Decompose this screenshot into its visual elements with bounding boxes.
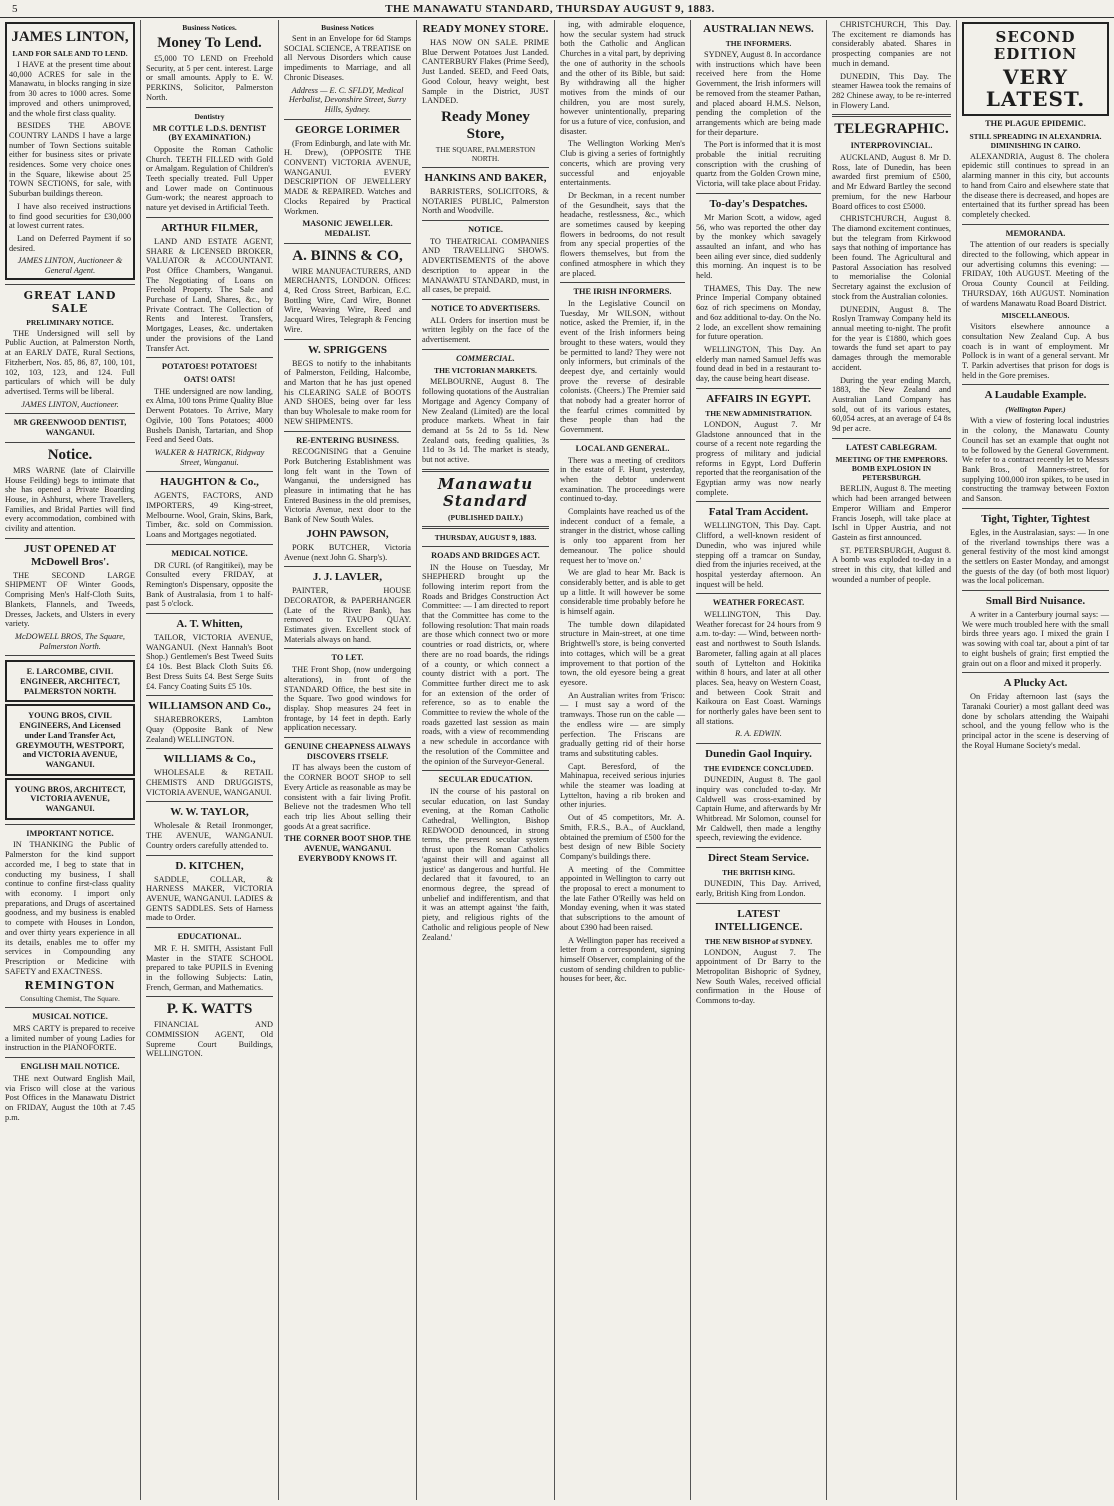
linton-ad [5, 22, 135, 280]
haughton-heading: HAUGHTON & Co., [160, 476, 259, 489]
telegraphic-item-2: CHRISTCHURCH, August 8. The diamond excitement continues, but the telegram from Kirkwood says that nothing of importance has been found. The Agricultural and Pastoral Association has resolved to memorialise the Colonial Secretary against the exclusion of stock from the Australian colonies. [832, 214, 951, 301]
important-notice-heading: IMPORTANT NOTICE. [26, 828, 114, 838]
new-administration-subheading: THE NEW ADMINISTRATION. [705, 408, 812, 418]
pawson-text: PORK BUTCHER, Victoria Avenue (next John G. Sharp's). [284, 542, 411, 562]
despatch-1: Mr Marion Scott, a widow, aged 56, who was reported the other day by the monkey which savagely assaulted an infant, and who has been ailing ever since, died suddenly this morning. An inquest is to be held. [696, 212, 821, 281]
local-general-heading: LOCAL AND GENERAL. [575, 443, 670, 453]
commercial-text: MELBOURNE, August 8. The following quotations of the Australian Mortgage and Agency Company of New Zealand (Limited) are the local produce markets. Wheat in fair demand at 5s 2d to 5s 1d. New Zealand oats, feeding qualities, 3s 11d to 3s 1d. The market is steady, but not active. [422, 377, 549, 465]
telegraphic-item-1: AUCKLAND, August 8. Mr D. Ross, late of Dunedin, has been awarded first premium of £500, and Mr Edward Bartley the second premium, for the new Harbour Board offices to cost £5000. [832, 153, 951, 211]
british-king-subheading: THE BRITISH KING. [722, 868, 795, 878]
columns [0, 20, 1114, 1506]
land-sale-subheading: PRELIMINARY NOTICE. [26, 317, 114, 327]
lorimer-heading: GEORGE LORIMER [295, 123, 400, 136]
emperors-subheading: MEETING OF THE EMPERORS. BOMB EXPLOSION IN PETERSBURGH. [835, 455, 948, 483]
williamson-text: SHAREBROKERS, Lambton Quay (Opposite Bank of New Zealand) WELLINGTON. [146, 715, 273, 744]
australian-news-text-1: SYDNEY, August 8. In accordance with instructions which have been received here from the Home Government, the Irish informers will be removed from the steamer Pathan, and placed aboard H.M.S. Nelson, pending the completion of the arrangements which are being made for their departure. [696, 50, 821, 137]
cheapness-heading: GENUINE CHEAPNESS ALWAYS DISCOVERS ITSELF. [284, 742, 411, 761]
informers-subheading: THE INFORMERS. [725, 39, 792, 48]
telegraphic-item-4: During the year ending March, 1883, the New Zealand and Australian Land Company has sold, out of its various estates, 60,054 acres, at an average of £4 8s 9d per acre. [832, 375, 951, 434]
fatal-tram-heading: Fatal Tram Accident. [708, 506, 809, 519]
affairs-egypt-text: LONDON, August 7. Mr Gladstone announced that in the course of a recent note regarding the progress of military and judicial reforms in Egypt, Lord Dufferin reported that the reorganisation of the Egyptian army was now nearly complete. [696, 419, 821, 497]
affairs-egypt-heading: AFFAIRS IN EGYPT. [706, 392, 811, 405]
filmer-heading: ARTHUR FILMER, [161, 221, 258, 234]
memoranda-text: The attention of our readers is specially directed to the following, which appear in our advertising columns this evening: — FRIDAY, 10th AUGUST. Meeting of the Oroua County Council at Feilding. THURSDAY, 16th AUGUST. Nomination of wardens Manawatu Road Board District. [962, 240, 1109, 308]
notice-heading: Notice. [47, 446, 93, 463]
cablegram-item-1: BERLIN, August 8. The meeting which had been arranged between Emperor William and Emperor Francis Joseph, will take place at Ischl in Upper Austria, and not Gastein as first announced. [832, 484, 951, 542]
masthead-title: THE MANAWATU STANDARD, THURSDAY AUGUST 9, 1883. [385, 2, 715, 15]
linton-heading: JAMES LINTON, [11, 29, 129, 45]
local-item-5: An Australian writes from 'Frisco: — I must say a word of the tramways. Those run on the cable — the endless wire — are simply perfection. The Friscans are gradually getting rid of their horse trams and substituting cables. [560, 690, 685, 758]
second-edition-box [962, 22, 1109, 116]
remington-heading: REMINGTON [24, 979, 116, 993]
local-item-1: There was a meeting of creditors in the estate of F. Hunt, yesterday, when the debtor underwent examination. The proceedings were continued to-day. [560, 455, 685, 504]
irish-informers-heading: THE IRISH INFORMERS. [573, 287, 672, 297]
latest-intelligence-heading: LATEST INTELLIGENCE. [714, 907, 803, 933]
column-4 [416, 20, 554, 1500]
medical-notice-text: DR CURL (of Rangitikei), may be Consulted every FRIDAY, at Remington's Dispensary, opposite the Bank of Australasia, from 1 to half-past 5 o'clock. [146, 560, 273, 609]
educational-heading: EDUCATIONAL. [177, 932, 242, 942]
dentistry-heading: Dentistry [194, 111, 225, 121]
plucky-act-text: On Friday afternoon last (says the Taranaki Courier) a most gallant deed was done by scholars attending the Waipahi school, and the young fellow who is the principal actor in the scene is deserving of the Royal Humane Society's medal. [962, 692, 1109, 750]
tight-tighter-heading: Tight, Tighter, Tightest [981, 512, 1090, 525]
local-item-8: A meeting of the Committee appointed in Wellington to carry out the proposal to erect a monument to the late Father O'Reilly was held on Monday evening, when it was stated that subscriptions to the amount of about £390 had been raised. [560, 864, 685, 932]
mcdowell-heading: JUST OPENED AT McDowell Bros'. [24, 542, 116, 568]
hankins-baker-heading: HANKINS AND BAKER, [424, 171, 547, 184]
dentist-greenwood-heading: MR GREENWOOD DENTIST, WANGANUI. [13, 418, 127, 438]
to-let-text: THE Front Shop, (now undergoing alterations), in front of the STANDARD Office, the best site in the Square. Two good windows for display. Shop measures 24 feet in frontage, by 14 feet in depth. Early application necessary. [284, 665, 411, 733]
lorimer-text: (From Edinburgh, and late with Mr. H. Drew), (OPPOSITE THE CONVENT) VICTORIA AVENUE, WANGANUI. EVERY DESCRIPTION OF JEWELLERY MADE & REPAIRED. Watches and Clocks Repaired by Practical Workmen. [284, 138, 411, 216]
linton-text-4: Land on Deferred Payment if so desired. [9, 233, 131, 253]
linton-text-3: I have also received instructions to find good securities for £30,000 at lowest current rates. [9, 201, 131, 231]
remington-subheading: Consulting Chemist, The Square. [20, 994, 120, 1004]
local-item-7: Out of 45 competitors, Mr. A. Smith, F.R.S., B.A., of Auckland, obtained the premium of £500 for the best design of new Bible Society Company's buildings there. [560, 813, 685, 861]
masthead [0, 0, 1114, 18]
tight-tighter-text: Egles, in the Australasian, says: — In one of the riverland townships there was a general festivity of the most kind amongst the settlers on Easter Monday, and amongst the guests of the day (of both most liquor) was the local policeman. [962, 527, 1109, 586]
notice-text: MRS WARNE (late of Clairville House Feilding) begs to intimate that she has opened a Private Boarding House, in Ashhurst, where Travellers, Families, and Bridal Parties will find every accommodation, combined with civility and attention. [5, 465, 135, 534]
ready-money-store-heading: READY MONEY STORE. [422, 23, 549, 35]
cottle-heading: MR COTTLE L.D.S. DENTIST (BY EXAMINATION.) [152, 123, 267, 143]
direct-steam-heading: Direct Steam Service. [708, 852, 809, 865]
watts-heading: P. K. WATTS [166, 1001, 253, 1018]
business-notices-heading: Business Notices. [182, 23, 237, 32]
evidence-concluded-subheading: THE EVIDENCE CONCLUDED. [703, 764, 814, 774]
commercial-heading: COMMERCIAL. [456, 353, 515, 363]
plague-subheading: STILL SPREADING IN ALEXANDRIA. DIMINISHING IN CAIRO. [969, 131, 1102, 150]
masthead-page-number: 5 [12, 2, 18, 15]
money-to-lend-text: £5,000 TO LEND on Freehold Security, at 5 per cent. interest. Large or small amounts. Apply to E. W. PERKINS, Solicitor, Palmerston North. [146, 54, 273, 102]
musical-notice-heading: MUSICAL NOTICE. [32, 1012, 108, 1022]
roads-bridges-heading: ROADS AND BRIDGES ACT. [431, 550, 540, 560]
flowers-text: Dr Beckman, in a recent number of the Gesundheit, says that the headache, restlessness, &c., which are sometimes caused by keeping flowers in bedrooms, do not result from any special properties of the flowers themselves, but from the confined atmosphere in which they are placed. [560, 190, 685, 278]
land-sale-signature: JAMES LINTON, Auctioneer. [21, 399, 119, 409]
fatal-tram-text: WELLINGTON, This Day. Capt. Clifford, a well-known resident of Dunedin, who was injured while stepping off a tramcar on Sunday, died from the injuries received, at the hospital yesterday afternoon. An inquest will be held. [696, 521, 821, 589]
local-item-4: The tumble down dilapidated structure in Main-street, at one time Brightwell's store, is being converted into cottages, which will be a great improvement to that portion of the town, the old eyesore being a great eyesore. [560, 619, 685, 687]
cottle-text: Opposite the Roman Catholic Church. TEETH FILLED with Gold or Amalgam. Regulation of Children's Teeth specially treated. Full Upper and Lower made on Continuous Gum-work; the nearest approach to nature yet devised in Artificial Teeth. [146, 144, 273, 213]
linton-text-2: BESIDES THE ABOVE COUNTRY LANDS I have a large number of Town Sections suitable either for business sites or private residences. Some very choice ones in the Square, likewise about 25 TOWN SECTIONS, for sale, with Suburban buildings thereon. [9, 121, 131, 199]
working-mens-club-text: The Wellington Working Men's Club is giving a series of fortnightly concerts, which are proving very successful and enjoyable entertainments. [560, 139, 685, 188]
pawson-heading: JOHN PAWSON, [306, 527, 389, 540]
educational-text: MR F. H. SMITH, Assistant Full Master in the STATE SCHOOL prepared to take PUPILS in Evening in the following Subjects: Latin, French, German, and Mathematics. [146, 943, 273, 992]
advertisers-notice-text: ALL Orders for insertion must be written legibly on the face of the advertisement. [422, 315, 549, 345]
christchurch-item: CHRISTCHURCH, This Day. The excitement re diamonds has considerably abated. Shares in prospecting companies are not much in demand. [832, 20, 951, 68]
larcombe-heading: E. LARCOMBE, CIVIL ENGINEER, ARCHITECT, PALMERSTON NORTH. [20, 667, 120, 696]
haughton-text: AGENTS, FACTORS, AND IMPORTERS, 49 King-street, Melbourne. Wool, Grain, Skins, Bark, Timber, &c. sold on Commission. Loans and Mortgages negotiated. [146, 491, 273, 540]
secular-education-heading: SECULAR EDUCATION. [438, 775, 533, 785]
despatch-2: THAMES, This Day. The new Prince Imperial Company obtained 6oz of rich specimens on Monday, and 6oz additional to-day. On the No. 2 lode, an excellent show remaining for future operation. [696, 283, 821, 342]
important-notice-text: IN THANKING the Public of Palmerston for the kind support accorded me, I beg to state that in conducting my business, I shall continue to confine first-class quality with economy. I import only preparations, and Drugs of ascertained goodness, and my business is enabled to compete with Houses in London, and over thirty years experience in all its details, enables me to offer my services in Compounding any Prescription or Medicine with SAFETY and EXACTNESS. [5, 840, 135, 976]
linton-subheading: LAND FOR SALE AND TO LEND. [12, 49, 128, 58]
oats-heading: OATS! OATS! [183, 374, 236, 384]
walker-signature: WALKER & HATRICK, Ridgway Street, Wanganui. [154, 447, 265, 467]
social-science-text: Sent in an Envelope for 6d Stamps SOCIAL SCIENCE, A TREATISE on all Nervous Disorders which cause impediments to Marriage, and all Chronic Diseases. [284, 34, 411, 82]
young-bros-architect-heading: YOUNG BROS, ARCHITECT, VICTORIA AVENUE, WANGANUI. [14, 784, 126, 814]
young-bros-engineers-ad [5, 704, 135, 775]
secular-education-text: IN the course of his pastoral on secular education, on last Sunday evening, at the Roman Catholic Cathedral, Wellington, Bishop REDWOOD denounced, in strong terms, the present secular system thrust upon the Roman Catholics 'against their will and against all justice' as dangerous and hurtful. He declared that it favoured, to an enormous degree, the spread of unbelief and indifferentism, and that it was an attempt against 'the faith, piety, and religious rights of the Catholic and religious people of New Zealand.' [422, 786, 549, 942]
ready-money-store-text: HAS NOW ON SALE. PRIME Blue Derwent Potatoes Just Landed. CANTERBURY Flakes (Prime Seed), Just Landed. SEED, and Feed Oats, Good Colour, heavy weight, best Sample in the District, JUST LANDED. [422, 38, 549, 106]
paper-nameplate-sub: (PUBLISHED DAILY.) [448, 512, 523, 522]
potatoes-text: THE undersigned are now landing, ex Alma, 100 tons Prime Quality Blue Derwent Potatoes. To Arrive, Mary Ogilvie, 100 Tons Potatoes; 4000 Bushels Danish, Tartarian, and Shop Feed and Seed Oats. [146, 386, 273, 445]
latest-cablegram-heading: LATEST CABLEGRAM. [846, 442, 937, 452]
lavler-text: PAINTER, HOUSE DECORATOR, & PAPERHANGER (Late of the River Bank), has removed to TAUPO QUAY. Estimates given. Excellent stock of Materials always on hand. [284, 586, 411, 644]
cheapness-text: IT has always been the custom of the CORNER BOOT SHOP to sell Every Article as reasonable as may be consistent with a fair living Profit. Believe not the tradesmen Who tell each trip lies About selling their goods At a great sacrifice. [284, 763, 411, 831]
social-science-signature: Address — E. C. SFLDY, Medical Herbalist, Devonshire Street, Surry Hills, Sydney. [288, 85, 407, 114]
plucky-act-heading: A Plucky Act. [1003, 677, 1068, 690]
binns-text: WIRE MANUFACTURERS, AND MERCHANTS, LONDON. Offices: 4, Red Cross Street, Barbican, E.C. Bottling Wire, Card Wire, Bonnet Wire, Weaving Wire, Reed and Jacquard Wires, Telegraph & Fencing Wire. [284, 266, 411, 334]
dunedin-item: DUNEDIN, This Day. The steamer Hawea took the remains of 282 Chinese away, to be re-interred in Flowery Land. [832, 71, 951, 110]
mcdowell-text: THE SECOND LARGE SHIPMENT OF Winter Goods, Comprising Men's Half-Cloth Suits, Blankets, Flannels, and Tweeds, Dresses, Jackets, and Ulsters in every variety. [5, 570, 135, 629]
land-sale-text: THE Undersigned will sell by Public Auction, at Palmerston North, at an EARLY DATE, Rural Sections, Fitzherbert, Nos. 85, 86, 87, 100, 101, 102, 103, 123, and 124. Full particulars of which will be duly advertised. Terms will be liberal. [5, 328, 135, 396]
small-bird-heading: Small Bird Nuisance. [985, 595, 1086, 608]
whitten-text: TAILOR, VICTORIA AVENUE, WANGANUI. (Next Hannah's Boot Shop.) Gentlemen's Best Tweed Suits £4 10s. Best Black Cloth Suits £6. Best Dress Suits £4. Best Serge Suits £4. Fancy Coating Suits £5 10s. [146, 633, 273, 691]
column-5 [554, 20, 690, 1500]
money-to-lend-heading: Money To Lend. [157, 35, 262, 51]
second-edition-heading: SECOND EDITION [993, 28, 1078, 63]
latest-intelligence-text: LONDON, August 7. The appointment of Dr Barry to the Metropolitan Bishopric of Sydney, New South Wales, received official confirmation in the House of Commons to-day. [696, 947, 821, 1006]
todays-despatches-heading: To-day's Despatches. [709, 197, 808, 210]
column-2 [140, 20, 278, 1500]
ready-money-store-address: THE SQUARE, PALMERSTON NORTH. [435, 144, 536, 163]
dunedin-gaol-heading: Dunedin Gaol Inquiry. [705, 748, 812, 761]
taylor-text: Wholesale & Retail Ironmonger, THE AVENUE, WANGANUI. Country orders carefully attended to. [146, 821, 273, 850]
irish-informers-text: In the Legislative Council on Tuesday, Mr WILSON, without notice, asked the Premier, if, in the event of the Irish informers being brought to these waters, would they be permitted to land? They were not only informers, but criminals of the deepest dye, and certainly would prove the reverse of desirable colonists. (Cheers.) The Premier said that nobody had a greater horror of the fearful crimes committed by these people than had the Government. [560, 298, 685, 435]
plague-text: ALEXANDRIA, August 8. The cholera epidemic still continues to spread in an alarming manner in this city, but accounts to hand from Cairo and elsewhere state that the disease there is decreased, and hopes are entertained that its further spread has been completely checked. [962, 151, 1109, 219]
paper-nameplate: Manawatu Standard [437, 474, 534, 510]
lavler-heading: J. J. LAVLER, [312, 571, 383, 584]
weather-forecast-heading: WEATHER FORECAST. [712, 598, 805, 608]
telegraphic-heading: TELEGRAPHIC. [834, 121, 949, 138]
williams-heading: WILLIAMS & Co., [163, 753, 256, 766]
plague-heading: THE PLAGUE EPIDEMIC. [985, 119, 1086, 128]
roads-bridges-text: IN the House on Tuesday, Mr SHEPHERD brought up the following interim report from the Roads and Bridges Construction Act Committee: — I am directed to report that the Committee has come to the following resolution: That main roads are those which connect two or more countries or road districts, or, where there are no road boards, the ridings of a county, or which connect a county district with a port. The Committee further direct me to ask for an extension of the order of reference, so as to enable the Committee to review the whole of the roads gazetted last session as main roads, with a view of recommending a new schedule in accordance with the resolution of the Committee and the opinion of the Surveyor-General. [422, 562, 549, 766]
kitchen-text: SADDLE, COLLAR, & HARNESS MAKER, VICTORIA AVENUE, WANGANUI. LADIES & GENTS SADDLES. Sets of Harness made to Order. [146, 874, 273, 923]
kitchen-heading: D. KITCHEN, [175, 859, 244, 872]
laudable-example-source: (Wellington Paper.) [1005, 405, 1066, 415]
local-item-6: Capt. Beresford, of the Mahinapua, received serious injuries while the steamer was loading at Lyttelton, having a rib broken and other injuries. [560, 761, 685, 810]
williams-text: WHOLESALE & RETAIL CHEMISTS AND DRUGGISTS, VICTORIA AVENUE, WANGANUI. [146, 768, 273, 797]
column-3 [278, 20, 416, 1500]
whitten-heading: A. T. Whitten, [176, 618, 243, 631]
binns-heading: A. BINNS & CO, [292, 247, 403, 264]
memoranda-heading: MEMORANDA. [1005, 228, 1066, 238]
issue-date: THURSDAY, AUGUST 9, 1883. [434, 532, 537, 542]
advertisers-notice-heading: NOTICE TO ADVERTISERS. [431, 303, 540, 313]
ready-money-store-heading-2: Ready Money Store, [441, 108, 530, 142]
column-6 [690, 20, 826, 1500]
medical-notice-heading: MEDICAL NOTICE. [171, 548, 248, 558]
filmer-text: LAND AND ESTATE AGENT, SHARE & LICENSED BROKER, VALUATOR & ACCOUNTANT. Post Office Chambers, Wanganui. The Negotiating of Loans on Freehold Property. The Sale and Purchase of Land, Shares, &c., by Private Contract. The Collection of Rents and Interest. Transfers, Mortgages, Leases, &c. undertaken under the provisions of the Land Transfer Act. [146, 236, 273, 353]
weather-signature: R. A. EDWIN. [735, 729, 782, 739]
victorian-markets-heading: THE VICTORIAN MARKETS. [434, 366, 537, 376]
williamson-heading: WILLIAMSON AND Co., [148, 700, 271, 713]
australian-news-text-2: The Port is informed that it is most probable the initial recruiting conscription with the crushing of quartz from the Golden Crown mine, Victoria, will take place about Friday. [696, 140, 821, 189]
corner-boot-shop-heading: THE CORNER BOOT SHOP. THE AVENUE, WANGANUI. EVERYBODY KNOWS IT. [284, 834, 411, 863]
young-bros-architect-ad [5, 778, 135, 820]
masonic-jeweller-heading: MASONIC JEWELLER. MEDALIST. [302, 219, 393, 238]
mcdowell-signature: McDOWELL BROS, The Square, Palmerston North. [15, 631, 125, 651]
local-item-3: We are glad to hear Mr. Back is considerably better, and is able to get up a little. It will however be some considerable time probably before he is himself again. [560, 568, 685, 617]
watts-text: FINANCIAL AND COMMISSION AGENT, Old Supreme Court Buildings, WELLINGTON. [146, 1020, 273, 1059]
column-7 [826, 20, 956, 1500]
laudable-example-heading: A Laudable Example. [984, 389, 1087, 402]
linton-text-1: I HAVE at the present time about 40,000 ACRES for sale in the Manawatu, in blocks ranging in size from 30 acres to 1000 acres. Some improved and others unimproved, and the whole first class quality. [9, 60, 131, 118]
local-item-2: Complaints have reached us of the indecent conduct of a female, a stranger in the district, whose calling is only too apparent from her demeanour. The police should request her to 'move on.' [560, 507, 685, 565]
hankins-baker-text: BARRISTERS, SOLICITORS, & NOTARIES PUBLIC, Palmerston North and Woodville. [422, 186, 549, 216]
miscellaneous-text: Visitors elsewhere announce a consultation New Zealand Cup. A bus coach is in want of employment. Mr Pollock is in want of a general servant. Mr T. Parkin advertises that prison for dogs is held in the Gore premises. [962, 322, 1109, 380]
musical-notice-text: MRS CARTY is prepared to receive a limited number of young Ladies for instruction in the PIANOFORTE. [5, 1024, 135, 1053]
secular-education-continued: ing, with admirable eloquence, how the secular system had struck both the Catholic and Anglican Churches in a vital part, by depriving the one of authority in the schools and the other of its Bible, but said: By withdrawing all the higher motives from the minds of our children, you are most surely, however unintentionally, preparing for us a future of vice, confusion, and disaster. [560, 20, 685, 136]
theatrical-notice-text: TO THEATRICAL COMPANIES AND TRAVELLING SHOWS. ADVERTISEMENTS of the above description to appear in the MANAWATU STANDARD, must, in all cases, be prepaid. [422, 236, 549, 295]
land-sale-heading: GREAT LAND SALE [23, 288, 117, 315]
interprovincial-heading: INTERPROVINCIAL. [850, 141, 933, 151]
telegraphic-item-3: DUNEDIN, August 8. The Roslyn Tramway Company held its annual meeting to-night. The profit for the year is £1880, which goes towards the fund set apart to pay damages through the memorable accident. [832, 304, 951, 372]
despatch-3: WELLINGTON, This Day. An elderly man named Samuel Jeffs was found dead in bed in a restaurant to-day, the cause being heart disease. [696, 344, 821, 384]
linton-signature: JAMES LINTON, Auctioneer & General Agent. [17, 256, 123, 276]
local-item-9: A Wellington paper has received a letter from a correspondent, signing himself Observer, complaining of the custom of sending children to public-houses for beer, &c. [560, 935, 685, 984]
dunedin-gaol-text: DUNEDIN, August 8. The gaol inquiry was concluded to-day. Mr Caldwell was cross-examined by Captain Hume, and afterwards by Mr Whitbread. Mr Solomon, counsel for Mr Caldwell, then made a lengthy speech, reviewing the evidence. [696, 775, 821, 843]
young-bros-engineers-heading: YOUNG BROS, CIVIL ENGINEERS, And Licensed under Land Transfer Act, GREYMOUTH, WESTPORT, and VICTORIA AVENUE, WANGANUI. [15, 711, 125, 769]
australian-news-heading: AUSTRALIAN NEWS. [703, 23, 814, 35]
spriggens-heading: W. SPRIGGENS [307, 343, 388, 356]
theatrical-notice-heading: NOTICE. [468, 225, 503, 235]
spriggens-text: BEGS to notify to the inhabitants of Palmerston, Feilding, Halcombe, and Marton that he has just opened his CLEARING SALE of BOOTS AND SHOES, being over far less than buy Wholesale to make room for NEW SHIPMENTS. [284, 358, 411, 426]
laudable-example-text: With a view of fostering local industries in the colony, the Manawatu County Council has set an example that ought not to be followed by the General Government. We refer to a contract recently let to Messrs Bank Bros., of Manners-street, for supplying 100,000 iron spikes, to be used in constructing the tramway between Foxton and Sanson. [962, 416, 1109, 504]
column-1 [0, 20, 140, 1500]
taylor-heading: W. W. TAYLOR, [170, 806, 249, 819]
english-mail-text: THE next Outward English Mail, via Frisco will close at the various Post Offices in the Manawatu District on FRIDAY, August the 10th at 7.45 p.m. [5, 1073, 135, 1122]
very-latest-heading: VERY LATEST. [985, 65, 1086, 111]
cablegram-item-2: ST. PETERSBURGH, August 8. A bomb was exploded to-day in a street in this city, that killed and wounded a number of people. [832, 545, 951, 584]
weather-forecast-text: WELLINGTON, This Day. Weather forecast for 24 hours from 9 a.m. to-day: — Wind, between north-east and northwest to South Islands. Barometer, falling again at all places south of Lyttelton and Hokitika within 8 hours, and later at all other places. Sea, heavy on Western Coast, and between Cook Strait and Kaikoura on East Coast. Warnings for northerly gales have been sent to all stations. [696, 610, 821, 726]
larcombe-ad [5, 660, 135, 702]
re-entering-business-heading: RE-ENTERING BUSINESS. [296, 435, 399, 445]
direct-steam-text: DUNEDIN, This Day. Arrived, early, British King from London. [696, 879, 821, 898]
column-8 [956, 20, 1114, 1500]
potatoes-heading: POTATOES! POTATOES! [161, 362, 258, 372]
re-entering-business-text: RECOGNISING that a Genuine Pork Butchering Establishment was long felt want in the Town of Wanganui, the undersigned has pleasure in intimating that he has Entered Business in the old premises, Victoria Avenue, next door to the Bank of New South Wales. [284, 447, 411, 525]
miscellaneous-heading: MISCELLANEOUS. [1001, 311, 1070, 321]
bishop-sydney-subheading: THE NEW BISHOP of SYDNEY. [704, 936, 813, 946]
english-mail-heading: ENGLISH MAIL NOTICE. [20, 1062, 120, 1072]
small-bird-text: A writer in a Canterbury journal says: — We were much troubled here with the small birds three years ago. I mixed the grain I was sowing with coal tar, about a pint of tar to eight bushels of grain; first emptied the grain out on a floor and mixed it properly. [962, 610, 1109, 668]
business-notices-heading-2: Business Notices [321, 23, 374, 32]
to-let-heading: TO LET. [331, 653, 364, 663]
